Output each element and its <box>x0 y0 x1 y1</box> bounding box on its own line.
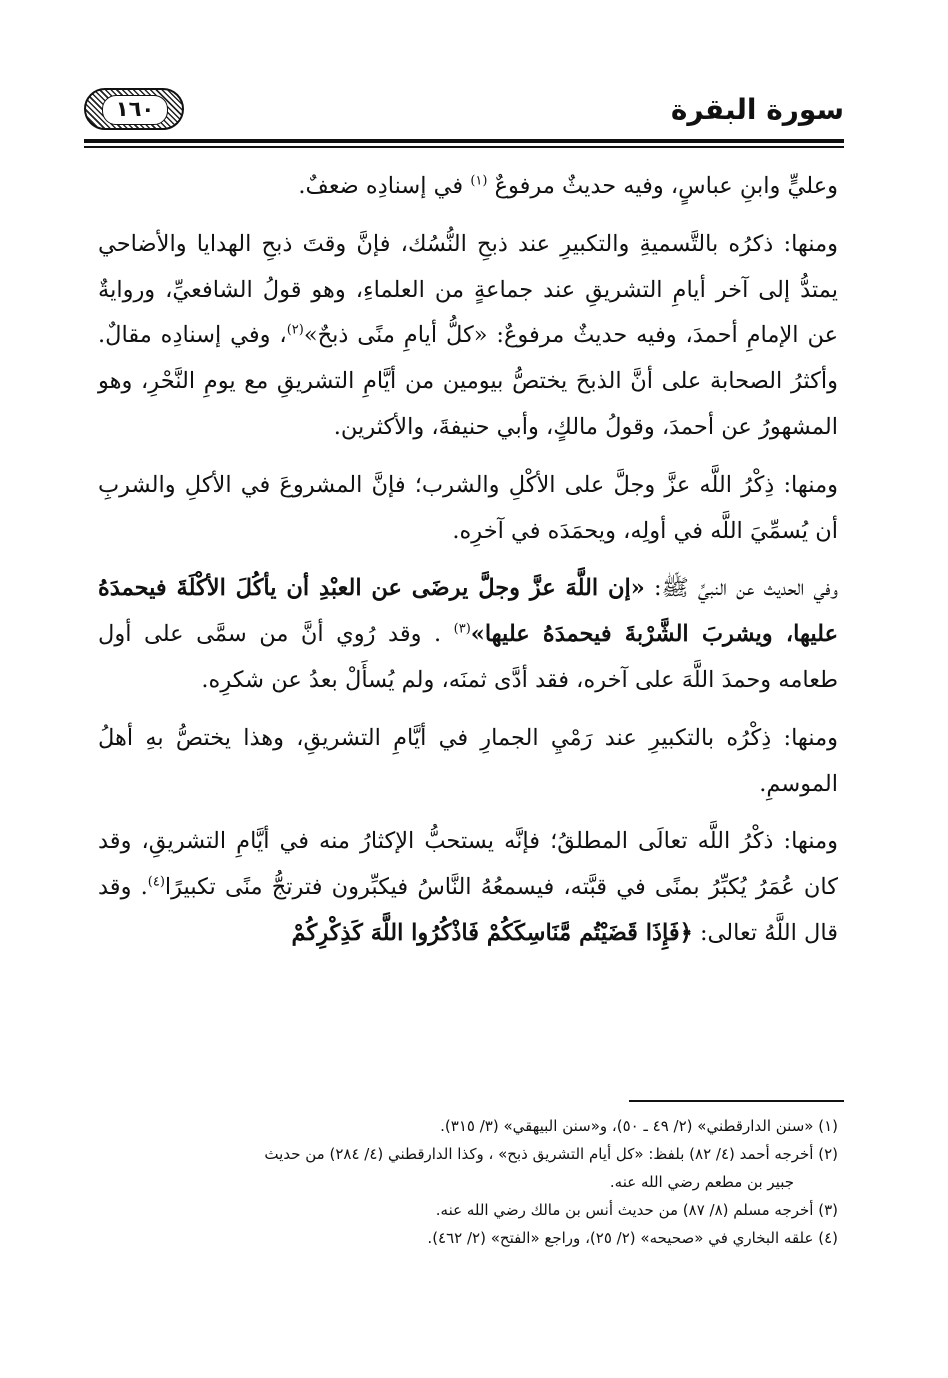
paragraph-2-text-a: ومنها: ذكرُه بالتَّسميةِ والتكبيرِ عند ذبحِ النُّسُك، فإنَّ وقتَ ذبحِ الهدايا والأضاحي يمتدُّ إلى آخر أيامِ التشريقِ عند جماعةٍ من العلماءِ، وهو قولُ الشافعيِّ، وروايةٌ عن الإمامِ أحمدَ، وفيه حديثٌ مرفوعٌ: «كلُّ أيامِ منًى ذبحٌ» <box>98 230 838 349</box>
paragraph-6-text-b: . وقد قال اللَّهُ تعالى: <box>98 874 838 946</box>
paragraph-6-text-a: ومنها: ذكْرُ اللَّه تعالَى المطلقُ؛ فإنَّه يستحبُّ الإكثارُ منه في أيَّامِ التشريقِ، وقد كان عُمَرُ يُكبِّرُ بمنًى في قبَّته، فيسمعُهُ النَّاسُ فيكبِّرون فترتجُّ منًى تكبيرًا <box>98 828 838 901</box>
main-text <box>98 164 838 965</box>
paragraph-1-text: وعليٍّ وابنِ عباسٍ، وفيه حديثٌ مرفوعٌ <box>494 173 838 199</box>
surah-title: سورة البقرة <box>670 93 844 126</box>
page-number-badge <box>84 88 184 130</box>
header-rule-thin <box>84 146 844 148</box>
hadith-quote: «إن اللَّهَ عزَّ وجلَّ يرضَى عن العبْدِ أن يأكُلَ الأكْلَةَ فيحمدَهُ عليها، ويشربَ الشَّرْبةَ فيحمدَهُ عليها» <box>98 575 838 648</box>
paragraph-4-text-b: . وقد رُوي أنَّ من سمَّى على أول طعامه وحمدَ اللَّهَ على آخره، فقد أدَّى ثمنَه، ولم يُسأَلْ بعدُ عن شكرِه. <box>98 621 838 693</box>
paragraph-4-text-a: وفي الحديث عن النبيِّ ﷺ: <box>644 575 838 602</box>
paragraph-4 <box>98 566 838 703</box>
header-rule-thick <box>84 139 844 143</box>
paragraph-6 <box>98 819 838 956</box>
paragraph-1-tail: في إسنادِه ضعفٌ. <box>298 173 464 199</box>
paragraph-2 <box>98 222 838 451</box>
paragraph-5: ومنها: ذِكْرُه بالتكبيرِ عند رَمْيِ الجمارِ في أيَّامِ التشريقِ، وهذا يختصُّ بهِ أهلُ الموسمِ. <box>98 724 838 797</box>
page-header <box>84 78 844 140</box>
footnote-4: (٤) علقه البخاري في «صحيحه» (٢/ ٢٥)، وراجع «الفتح» (٢/ ٤٦٢). <box>427 1229 838 1247</box>
footnote-3: (٣) أخرجه مسلم (٨/ ٨٧) من حديث أنس بن مالك رضي الله عنه. <box>435 1201 838 1219</box>
footnotes <box>98 1112 838 1252</box>
footnote-2: (٢) أخرجه أحمد (٤/ ٨٢) بلفظ: «كل أيام التشريق ذبح» ، وكذا الدارقطني (٤/ ٢٨٤) من حديث <box>264 1145 838 1163</box>
paragraph-1 <box>98 164 838 210</box>
footnote-ref-2[interactable]: (٢) <box>286 322 304 338</box>
footnote-ref-1[interactable]: (١) <box>470 173 488 189</box>
paragraph-2-text-b: ، وفي إسنادِه مقالٌ. وأكثرُ الصحابة على أنَّ الذبحَ يختصُّ بيومين من أيَّامِ التشريقِ مع يومِ النَّحْرِ، وهو المشهورُ عن أحمدَ، وقولُ مالكٍ، وأبي حنيفةَ، والأكثرين. <box>98 322 838 440</box>
page-number: ١٦٠ <box>102 95 168 125</box>
footnote-1: (١) «سنن الدارقطني» (٢/ ٤٩ ـ ٥٠)، و«سنن البيهقي» (٣/ ٣١٥). <box>440 1117 838 1135</box>
paragraph-3: ومنها: ذِكْرُ اللَّه عزَّ وجلَّ على الأكْلِ والشرب؛ فإنَّ المشروعَ في الأكلِ والشربِ أن يُسمِّيَ اللَّه في أولِه، ويحمَدَه في آخرِه. <box>98 471 838 544</box>
quran-quote: ﴿فَإِذَا قَضَيْتُم مَّنَاسِكَكُمْ فَاذْكُرُوا اللَّهَ كَذِكْرِكُمْ <box>291 919 693 946</box>
footnote-2-continued: جبير بن مطعم رضي الله عنه. <box>609 1173 794 1191</box>
footnote-ref-3[interactable]: (٣) <box>453 621 471 637</box>
footnote-ref-4[interactable]: (٤) <box>147 874 165 890</box>
footnote-separator <box>629 1100 844 1102</box>
